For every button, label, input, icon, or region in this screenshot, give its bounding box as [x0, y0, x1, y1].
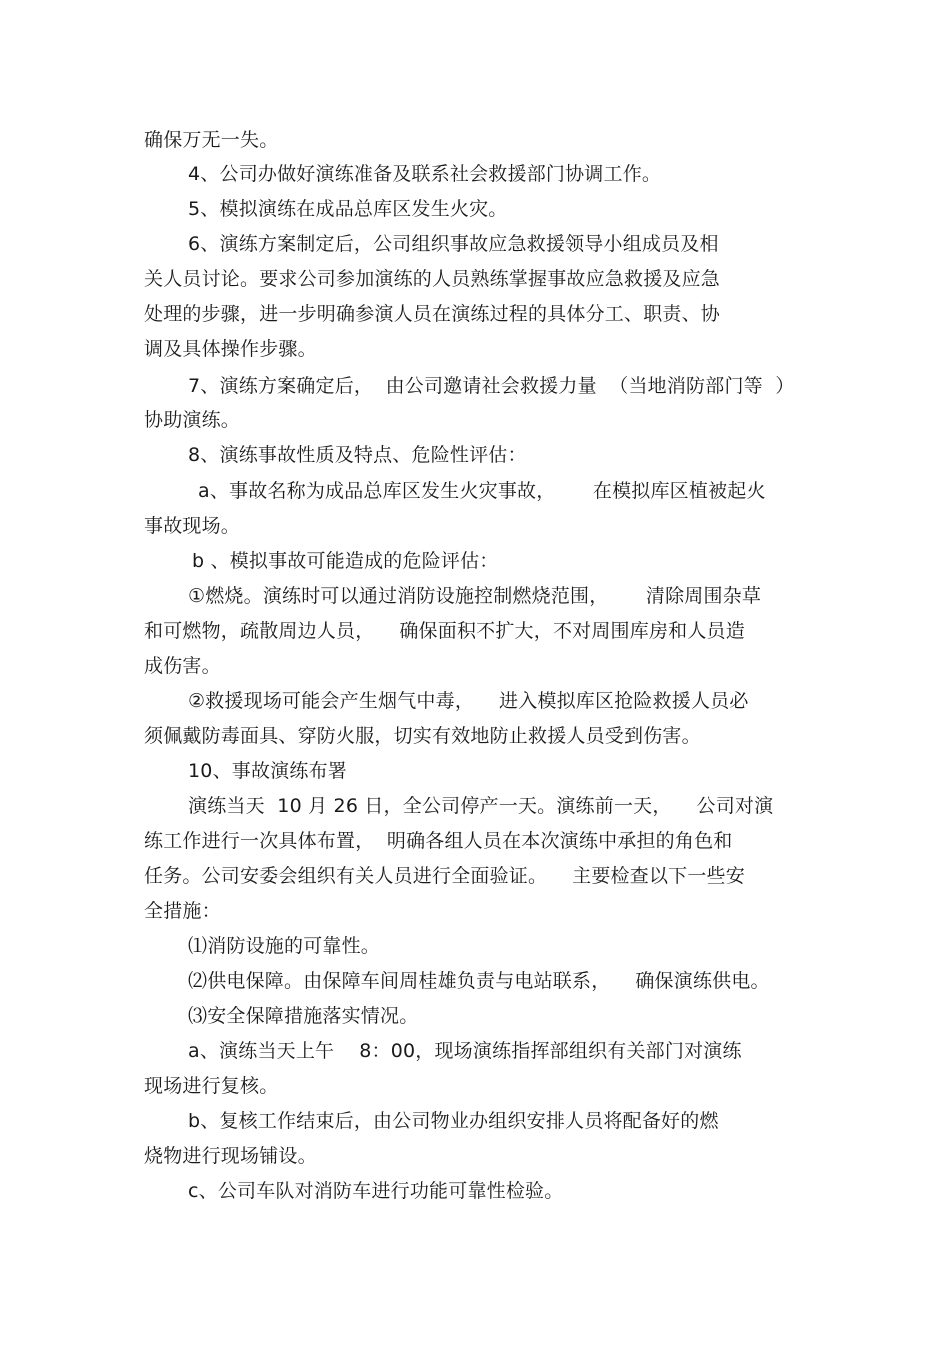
text-line: 成伤害。 — [144, 655, 221, 677]
text-line: 任务。公司安委会组织有关人员进行全面验证。 主要检查以下一些安 — [144, 865, 745, 887]
text-line: 关人员讨论。要求公司参加演练的人员熟练掌握事故应急救援及应急 — [144, 268, 721, 290]
text-line: 处理的步骤，进一步明确参演人员在演练过程的具体分工、职责、协 — [144, 303, 721, 325]
text-line: ⑴消防设施的可靠性。 — [188, 935, 381, 957]
text-line: ⑵供电保障。由保障车间周桂雄负责与电站联系， 确保演练供电。 — [188, 970, 770, 992]
text-line: 现场进行复核。 — [144, 1075, 279, 1097]
text-line: 调及具体操作步骤。 — [144, 338, 317, 360]
text-line: 演练当天 10 月 26 日，全公司停产一天。演练前一天， 公司对演 — [188, 795, 774, 817]
text-line: 和可燃物，疏散周边人员， 确保面积不扩大，不对周围库房和人员造 — [144, 620, 745, 642]
text-line: 全措施： — [144, 900, 221, 922]
text-line: 6、演练方案制定后，公司组织事故应急救援领导小组成员及相 — [188, 233, 719, 255]
text-line: ②救援现场可能会产生烟气中毒， 进入模拟库区抢险救援人员必 — [188, 690, 749, 712]
text-line: 协助演练。 — [144, 409, 241, 431]
text-line: 烧物进行现场铺设。 — [144, 1145, 317, 1167]
text-line: ⑶安全保障措施落实情况。 — [188, 1005, 419, 1027]
text-line: a、演练当天上午 8：00，现场演练指挥部组织有关部门对演练 — [188, 1040, 742, 1062]
text-line: 5、模拟演练在成品总库区发生火灾。 — [188, 198, 508, 220]
text-line: c、公司车队对消防车进行功能可靠性检验。 — [188, 1180, 564, 1202]
text-line: b 、模拟事故可能造成的危险评估： — [192, 550, 499, 572]
text-line: 8、演练事故性质及特点、危险性评估： — [188, 444, 527, 466]
text-line: 事故现场。 — [144, 515, 241, 537]
text-line: b、复核工作结束后，由公司物业办组织安排人员将配备好的燃 — [188, 1110, 719, 1132]
text-line: 7、演练方案确定后， 由公司邀请社会救援力量 （当地消防部门等 ） — [188, 375, 795, 397]
text-line: 确保万无一失。 — [144, 129, 279, 151]
text-line: 练工作进行一次具体布置， 明确各组人员在本次演练中承担的角色和 — [144, 830, 733, 852]
text-line: 4、公司办做好演练准备及联系社会救援部门协调工作。 — [188, 163, 662, 185]
text-line: 10、事故演练布署 — [188, 760, 347, 782]
text-line: a、事故名称为成品总库区发生火灾事故， 在模拟库区植被起火 — [198, 480, 766, 502]
text-line: ①燃烧。演练时可以通过消防设施控制燃烧范围， 清除周围杂草 — [188, 585, 762, 607]
text-line: 须佩戴防毒面具、穿防火服，切实有效地防止救援人员受到伤害。 — [144, 725, 701, 747]
